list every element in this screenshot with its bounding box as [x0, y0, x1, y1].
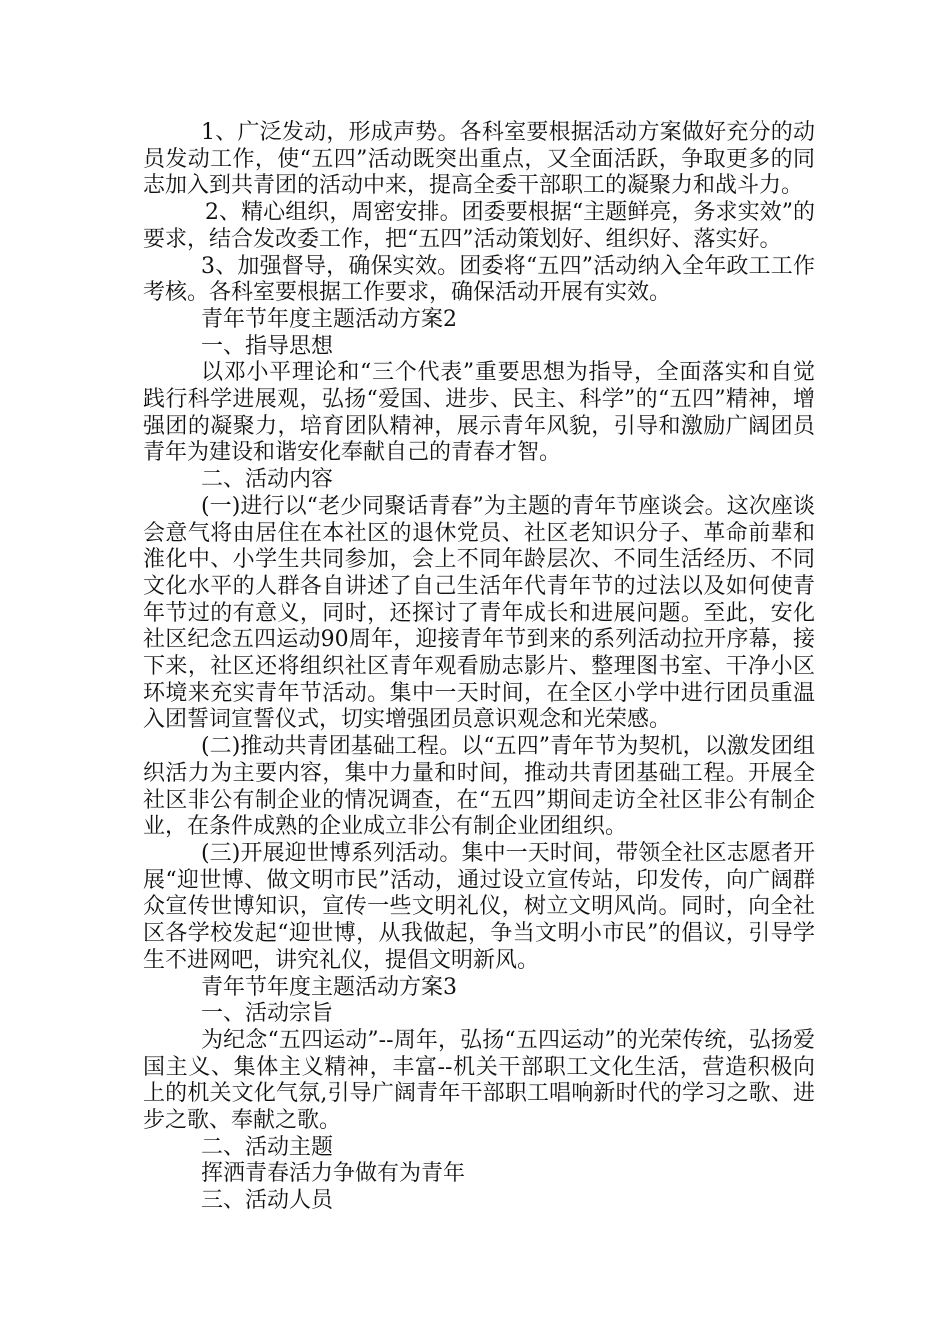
paragraph-organization: 2、精心组织，周密安排。团委要根据“主题鲜亮，务求实效”的要求，结合发改委工作，把“五四”活动策划好、组织好、落实好。: [143, 200, 815, 252]
paragraph-expo-activities: (三)开展迎世博系列活动。集中一天时间，带领全社区志愿者开展“迎世博、做文明市民”活动，通过设立宣传站，印发传，向广阔群众宣传世博知识，宣传一些文明礼仪，树立文明风尚。同时，向全社区各学校发起“迎世博，从我做起，争当文明小市民”的倡议，引导学生不进网吧，讲究礼仪，提倡文明新风。: [143, 840, 815, 973]
heading-activity-purpose: 一、活动宗旨: [201, 1001, 334, 1027]
paragraph-forum: (一)进行以“老少同聚话青春”为主题的青年节座谈会。这次座谈会意气将由居住在本社区的退休党员、社区老知识分子、革命前辈和淮化中、小学生共同参加，会上不同年龄层次、不同生活经历、不同文化水平的人群各自讲述了自己生活年代青年节的过法以及如何使青年节过的有意义，同时，还探讨了青年成长和进展问题。至此，安化社区纪念五四运动90周年，迎接青年节到来的系列活动拉开序幕，接下来，社区还将组织社区青年观看励志影片、整理图书室、干净小区环境来充实青年节活动。集中一天时间，在全区小学中进行团员重温入团誓词宣誓仪式，切实增强团员意识观念和光荣感。: [143, 493, 815, 733]
paragraph-activity-purpose: 为纪念“五四运动”--周年，弘扬“五四运动”的光荣传统，弘扬爱国主义、集体主义精神，丰富--机关干部职工文化生活，营造积极向上的机关文化气氛,引导广阔青年干部职工唱响新时代的学习之歌、进步之歌、奉献之歌。: [143, 1027, 815, 1134]
paragraph-mobilization: 1、广泛发动，形成声势。各科室要根据活动方案做好充分的动员发动工作，使“五四”活动既突出重点，又全面活跃，争取更多的同志加入到共青团的活动中来，提高全委干部职工的凝聚力和战斗力。: [143, 120, 815, 199]
section-title-plan-3: 青年节年度主题活动方案3: [201, 974, 457, 1000]
heading-activity-theme: 二、活动主题: [201, 1134, 334, 1160]
paragraph-basic-project: (二)推动共青团基础工程。以“五四”青年节为契机，以激发团组织活力为主要内容，集中力量和时间，推动共青团基础工程。开展全社区非公有制企业的情况调查，在“五四”期间走访全社区非公有制企业，在条件成熟的企业成立非公有制企业团组织。: [143, 734, 815, 840]
heading-guiding-ideology: 一、指导思想: [201, 333, 334, 359]
section-title-plan-2: 青年节年度主题活动方案2: [201, 306, 457, 332]
paragraph-guiding-ideology: 以邓小平理论和“三个代表”重要思想为指导，全面落实和自觉践行科学进展观，弘扬“爱国、进步、民主、科学”的“五四”精神，增强团的凝聚力，培育团队精神，展示青年风貌，引导和激励广阔团员青年为建设和谐安化奉献自己的青春才智。: [143, 360, 815, 466]
heading-activity-content: 二、活动内容: [201, 467, 334, 493]
paragraph-activity-theme: 挥洒青春活力争做有为青年: [201, 1161, 466, 1187]
heading-activity-participants: 三、活动人员: [201, 1188, 334, 1214]
paragraph-supervision: 3、加强督导，确保实效。团委将“五四”活动纳入全年政工工作考核。各科室要根据工作要求，确保活动开展有实效。: [143, 253, 815, 306]
document-body: [143, 120, 815, 1215]
